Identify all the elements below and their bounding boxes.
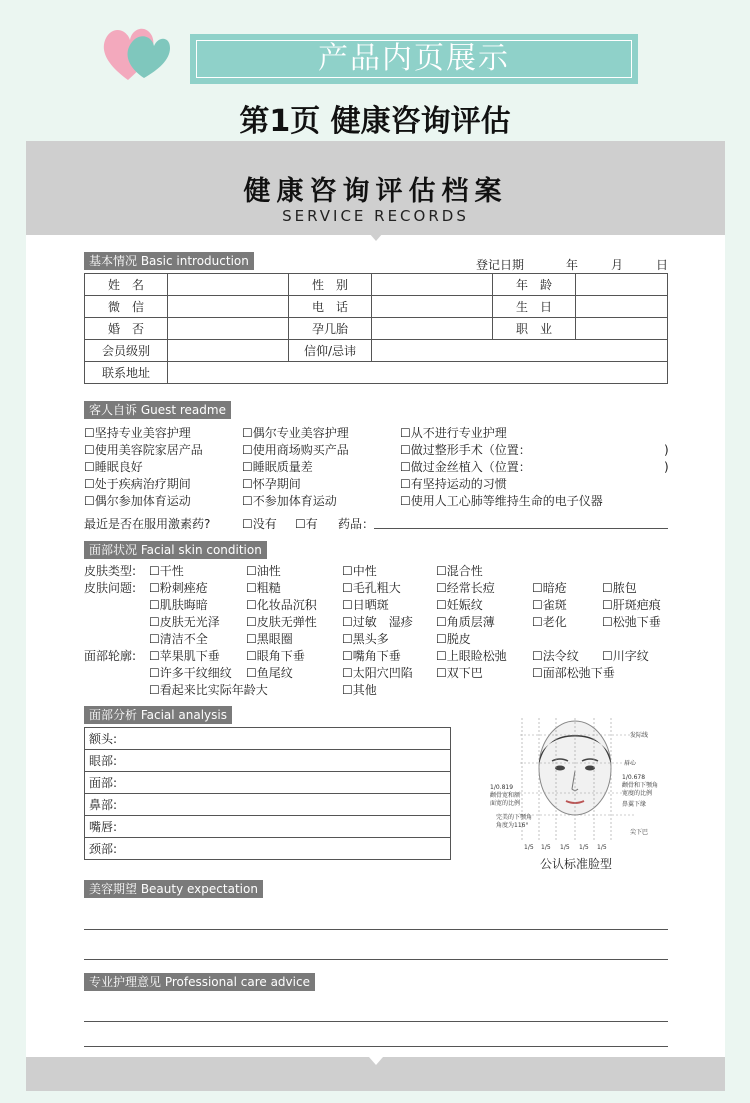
age-field[interactable] [576,274,668,296]
brow-label: 眉心 [624,760,637,767]
fifth-label: 1/5 [524,844,534,851]
fifth-label: 1/5 [597,844,607,851]
member-level-field[interactable] [168,340,289,362]
neck-field[interactable]: 颈部: [85,838,451,860]
right-note-1: 颧骨和下颚角 [622,782,659,789]
checkbox-option[interactable]: ☐许多干纹细纹 [149,666,232,680]
checkbox-option[interactable]: ☐从不进行专业护理 [400,426,507,440]
advice-line[interactable] [84,1021,668,1022]
checkbox-option[interactable]: ☐睡眠质量差 [242,460,313,474]
checkbox-option[interactable]: ☐使用人工心肺等维持生命的电子仪器 [400,494,603,508]
checkbox-option[interactable]: ☐使用商场购买产品 [242,443,349,457]
heart-decoration-icon [100,22,170,82]
checkbox-option[interactable]: ☐松弛下垂 [602,615,661,629]
checkbox-option[interactable]: ☐脱皮 [436,632,471,646]
advice-line[interactable] [84,1046,668,1047]
checkbox-option[interactable]: ☐妊娠纹 [436,598,483,612]
birthday-field[interactable] [576,296,668,318]
job-label: 职 业 [493,318,576,340]
checkbox-option[interactable]: ☐做过整形手术（位置： [400,443,531,457]
skin-issue-label: 皮肤问题: [84,581,137,595]
contour-label: 面部轮廓: [84,649,137,663]
nose-field[interactable]: 鼻部: [85,794,451,816]
checkbox-option[interactable]: ☐日晒斑 [342,598,389,612]
gender-field[interactable] [372,274,493,296]
jaw-note-2: 角度为116° [496,822,529,829]
checkbox-option[interactable]: ☐毛孔粗大 [342,581,401,595]
checkbox-option[interactable]: ☐老化 [532,615,567,629]
face-field[interactable]: 面部: [85,772,451,794]
checkbox-option[interactable]: ☐经常长痘 [436,581,495,595]
checkbox-option[interactable]: ☐苹果肌下垂 [149,649,220,663]
close-paren: ) [664,460,669,474]
fifth-label: 1/5 [560,844,570,851]
religion-field[interactable] [372,340,668,362]
ratio-left-label: 1/0.819 [490,784,514,791]
checkbox-option[interactable]: ☐上眼睑松弛 [436,649,507,663]
checkbox-option[interactable]: ☐暗疮 [532,581,567,595]
pregnancy-field[interactable] [372,318,493,340]
section-basic-heading: 基本情况 Basic introduction [84,252,254,270]
checkbox-option[interactable]: ☐化妆品沉积 [246,598,317,612]
checkbox-option[interactable]: ☐睡眠良好 [84,460,143,474]
skin-type-label: 皮肤类型: [84,564,137,578]
standard-face-diagram [490,713,660,861]
checkbox-option[interactable]: ☐看起来比实际年龄大 [149,683,268,697]
forehead-field[interactable]: 额头: [85,728,451,750]
checkbox-option[interactable]: ☐使用美容院家居产品 [84,443,203,457]
checkbox-option[interactable]: ☐干性 [149,564,184,578]
checkbox-option[interactable]: ☐过敏 湿疹 [342,615,413,629]
nose-label: 鼻翼下缘 [622,801,647,808]
page-title: 第1页 健康咨询评估 [239,104,511,139]
checkbox-option[interactable]: ☐皮肤无光泽 [149,615,220,629]
checkbox-option[interactable]: ☐不参加体育运动 [242,494,337,508]
checkbox-option[interactable]: ☐坚持专业美容护理 [84,426,191,440]
header-notch [369,233,383,241]
checkbox-option[interactable]: ☐做过金丝植入（位置： [400,460,531,474]
hairline-label: 发际线 [630,732,649,739]
checkbox-option[interactable]: ☐太阳穴凹陷 [342,666,413,680]
gender-label: 性 别 [289,274,372,296]
marriage-field[interactable] [168,318,289,340]
checkbox-option[interactable]: ☐清洁不全 [149,632,208,646]
basic-info-table [84,273,668,384]
banner [190,34,638,84]
checkbox-option[interactable]: ☐黑头多 [342,632,389,646]
year-label: 年 [566,258,579,272]
facial-analysis-table [84,727,451,860]
left-note-1: 颧骨宽和额 [490,792,521,799]
fifth-label: 1/5 [579,844,589,851]
checkbox-option[interactable]: ☐有坚持运动的习惯 [400,477,507,491]
checkbox-option[interactable]: ☐角质层薄 [436,615,495,629]
eye-field[interactable]: 眼部: [85,750,451,772]
checkbox-option[interactable]: ☐嘴角下垂 [342,649,401,663]
left-note-2: 面宽的比例 [490,800,521,807]
checkbox-option[interactable]: ☐怀孕期间 [242,477,301,491]
checkbox-option[interactable]: ☐面部松弛下垂 [532,666,615,680]
checkbox-option[interactable]: ☐法令纹 [532,649,579,663]
checkbox-option[interactable]: ☐油性 [246,564,281,578]
section-advice-heading: 专业护理意见 Professional care advice [84,973,315,991]
document-header [26,141,725,235]
checkbox-option[interactable]: ☐川字纹 [602,649,649,663]
checkbox-option[interactable]: ☐肝斑疤痕 [602,598,661,612]
checkbox-option[interactable]: ☐双下巴 [436,666,483,680]
wechat-label: 微 信 [85,296,168,318]
name-label: 姓 名 [85,274,168,296]
lips-field[interactable]: 嘴唇: [85,816,451,838]
ratio-right-label: 1/0.678 [622,774,646,781]
register-date-label: 登记日期 [476,258,525,272]
checkbox-option[interactable]: ☐脓包 [602,581,637,595]
right-note-2: 宽度的比例 [622,790,653,797]
checkbox-option[interactable]: ☐粉刺痤疮 [149,581,208,595]
marriage-label: 婚 否 [85,318,168,340]
drug-input-line[interactable] [374,528,668,529]
section-analysis-heading: 面部分析 Facial analysis [84,706,232,724]
chin-label: 尖下巴 [630,829,649,836]
hormone-question: 最近是否在服用激素药? [84,517,211,531]
hormone-no-checkbox[interactable]: ☐没有 [242,517,277,531]
wechat-field[interactable] [168,296,289,318]
checkbox-option[interactable]: ☐皮肤无弹性 [246,615,317,629]
checkbox-option[interactable]: ☐粗糙 [246,581,281,595]
footer-notch [369,1057,383,1065]
phone-field[interactable] [372,296,493,318]
address-field[interactable] [168,362,668,384]
fifth-label: 1/5 [541,844,551,851]
hormone-yes-checkbox[interactable]: ☐有 [295,517,318,531]
checkbox-option[interactable]: ☐眼角下垂 [246,649,305,663]
checkbox-option[interactable]: ☐黑眼圈 [246,632,293,646]
section-skin-heading: 面部状况 Facial skin condition [84,541,267,559]
section-complaint-heading: 客人自诉 Guest readme [84,401,231,419]
checkbox-option[interactable]: ☐其他 [342,683,377,697]
banner-title: 产品内页展示 [318,41,510,76]
checkbox-option[interactable]: ☐鱼尾纹 [246,666,293,680]
month-label: 月 [611,258,624,272]
close-paren: ) [664,443,669,457]
member-level-label: 会员级别 [85,340,168,362]
checkbox-option[interactable]: ☐偶尔参加体育运动 [84,494,191,508]
document-subtitle: SERVICE RECORDS [282,207,469,225]
checkbox-option[interactable]: ☐中性 [342,564,377,578]
section-expectation-heading: 美容期望 Beauty expectation [84,880,263,898]
job-field[interactable] [576,318,668,340]
phone-label: 电 话 [289,296,372,318]
checkbox-option[interactable]: ☐混合性 [436,564,483,578]
face-caption: 公认标准脸型 [540,857,613,871]
day-label: 日 [656,258,669,272]
document-title: 健康咨询评估档案 [243,176,508,207]
checkbox-option[interactable]: ☐雀斑 [532,598,567,612]
expectation-line[interactable] [84,929,668,930]
checkbox-option[interactable]: ☐肌肤晦暗 [149,598,208,612]
pregnancy-label: 孕几胎 [289,318,372,340]
expectation-line[interactable] [84,959,668,960]
address-label: 联系地址 [85,362,168,384]
birthday-label: 生 日 [493,296,576,318]
checkbox-option[interactable]: ☐偶尔专业美容护理 [242,426,349,440]
name-field[interactable] [168,274,289,296]
drug-label: 药品： [338,517,375,531]
jaw-note-1: 完美的下颚角 [496,814,533,821]
age-label: 年 龄 [493,274,576,296]
checkbox-option[interactable]: ☐处于疾病治疗期间 [84,477,191,491]
religion-label: 信仰/忌讳 [289,340,372,362]
